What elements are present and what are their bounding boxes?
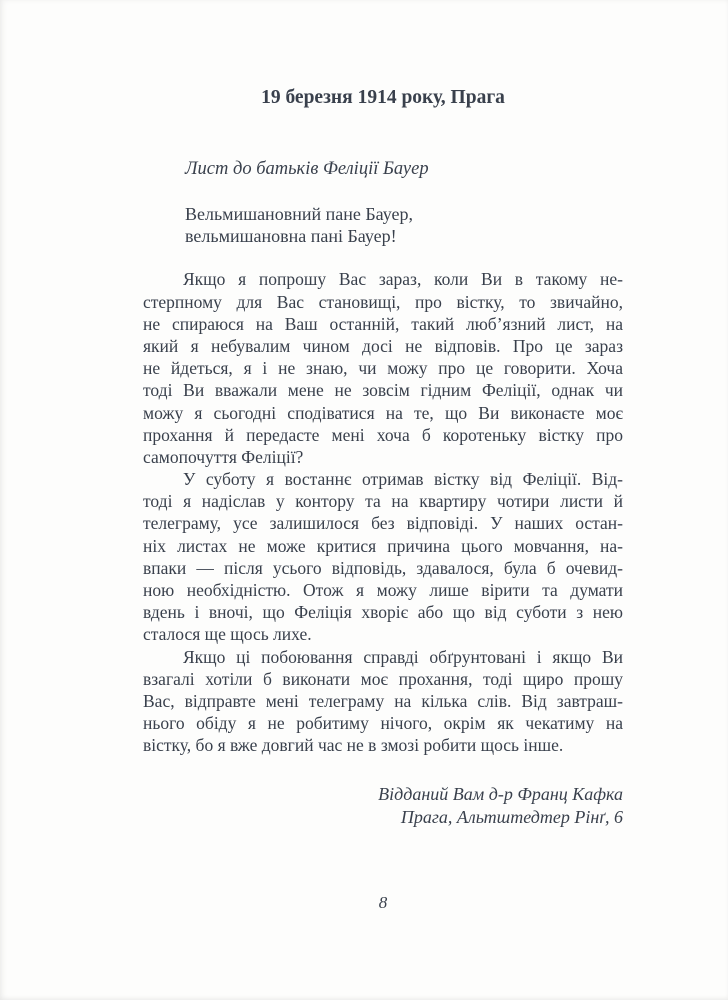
- text-block: [143, 0, 623, 829]
- text-line: не спираюся на Ваш останній, такий люб’язний лист, на: [143, 313, 623, 334]
- text-line: не йдеться, я і не знаю, чи можу про це говорити. Хоча: [143, 358, 623, 379]
- text-line: нього обіду я не робитиму нічого, окрім як чекатиму на: [143, 713, 623, 734]
- dateline: 19 березня 1914 року, Прага: [261, 87, 505, 108]
- salutation-line: Вельмишановний пане Бауер,: [185, 204, 413, 224]
- text-line: Якщо я попрошу Вас зараз, коли Ви в такому не-: [183, 269, 623, 290]
- text-line: тоді я надіслав у контору та на квартиру чотири листи й: [143, 491, 623, 512]
- text-line: сталося ще щось лихе.: [143, 624, 312, 645]
- signature-line: Відданий Вам д-р Франц Кафка: [378, 783, 623, 804]
- text-line: вдень і вночі, що Феліція хворіє або що від суботи з нею: [143, 602, 623, 623]
- page-number: 8: [378, 893, 388, 912]
- signature: [143, 783, 623, 829]
- paragraph: [143, 268, 623, 468]
- paragraph: [143, 646, 623, 757]
- text-line: який я небувалим чином досі не відповів. Про це зараз: [143, 335, 623, 356]
- text-line: взагалі хотіли б виконати моє прохання, тоді щиро прошу: [143, 668, 623, 689]
- text-line: ною необхідністю. Отож я можу лише вірити та думати: [143, 580, 623, 601]
- text-line: самопочуття Феліції?: [143, 446, 304, 467]
- text-line: телеграму, усе залишилося без відповіді. У наших остан-: [143, 513, 623, 534]
- text-line: впаки — після усього відповідь, здавалося, була б очевид-: [143, 557, 623, 578]
- text-line: У суботу я востаннє отримав вістку від Феліції. Від-: [183, 469, 623, 490]
- paragraph: [143, 468, 623, 646]
- text-line: Якщо ці побоювання справді обґрунтовані і якщо Ви: [183, 646, 623, 667]
- signature-line: Прага, Альтштедтер Рінґ, 6: [400, 806, 623, 827]
- text-line: тоді Ви вважали мене не зовсім гідним Феліції, однак чи: [143, 380, 623, 401]
- letter-body: [143, 268, 623, 756]
- text-line: вістку, бо я вже довгий час не в змозі робити щось інше.: [143, 735, 564, 756]
- salutation-line: вельмишановна пані Бауер!: [185, 226, 397, 247]
- text-line: Вас, відправте мені телеграму на кілька слів. Від завтраш-: [143, 690, 623, 711]
- text-line: прохання й передасте мені хоча б коротеньку вістку про: [143, 424, 623, 445]
- text-line: ніх листах не може критися причина цього мовчання, на-: [143, 535, 623, 556]
- letter-heading: Лист до батьків Феліції Бауер: [185, 159, 429, 179]
- salutation: [143, 203, 623, 247]
- text-line: стерпному для Вас становищі, про вістку, то звичайно,: [143, 291, 623, 312]
- text-line: можу я сьогодні сподіватися на те, що Ви виконаєте моє: [143, 402, 623, 423]
